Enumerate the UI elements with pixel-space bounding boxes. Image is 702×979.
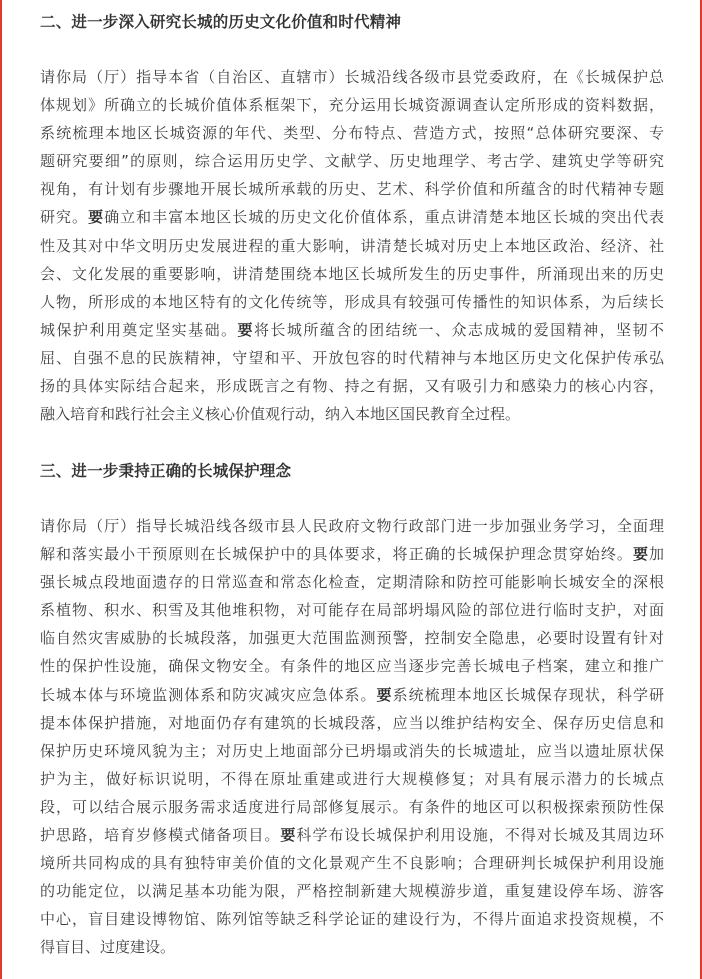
paragraph-line (40, 709, 664, 737)
emphasis-text: 要 (280, 826, 297, 845)
paragraph-line (40, 821, 664, 849)
emphasis-text: 要 (376, 685, 393, 704)
line-text: 系植物、积水、积雪及其他堆积物，对可能存在局部坍塌风险的部位进行临时支护，对面 (40, 601, 664, 620)
line-text: 性的保护性设施，确保文物安全。有条件的地区应当逐步完善长城电子档案，建立和推广 (40, 657, 664, 676)
line-text: 护为主，做好标识说明，不得在原址重建或进行大规模修复；对具有展示潜力的长城点 (40, 769, 664, 788)
line-text: 段，可以结合展示服务需求适度进行局部修复展示。有条件的地区可以积极探索预防性保 (40, 797, 664, 816)
line-text: 系统梳理本地区长城保存现状，科学研 (392, 685, 664, 704)
line-text: 题研究要细”的原则，综合运用历史学、文献学、历史地理学、考古学、建筑史学等研究 (40, 152, 664, 171)
line-text: 提本体保护措施，对地面仍存有建筑的长城段落，应当以维护结构安全、保存历史信息和 (40, 713, 664, 732)
paragraph-line (40, 91, 664, 119)
paragraph-line (40, 232, 664, 260)
section-heading-2: 二、进一步深入研究长城的历史文化价值和时代精神 (40, 13, 402, 31)
line-text: 融入培育和践行社会主义核心价值观行动，纳入本地区国民教育全过程。 (40, 405, 521, 424)
line-text: 视角，有计划有步骤地开展长城所承载的历史、艺术、科学价值和所蕴含的时代精神专题 (40, 180, 664, 199)
paragraph-line (40, 596, 664, 624)
section-2-paragraph (40, 63, 664, 428)
line-text: 解和落实最小干预原则在长城保护中的具体要求，将正确的长城保护理念贯穿始终。 (40, 545, 633, 564)
paragraph-line (40, 175, 664, 203)
paragraph-line (40, 316, 664, 344)
left-accent-border (0, 0, 2, 979)
line-text: 请你局（厅）指导本省（自治区、直辖市）长城沿线各级市县党委政府，在《长城保护总 (40, 68, 664, 86)
paragraph-line (40, 119, 664, 147)
line-text: 人物，所形成的本地区特有的文化传统等，形成具有较强可传播性的知识体系，为后续长 (40, 292, 664, 311)
line-text: 科学布设长城保护利用设施，不得对长城及其周边环 (296, 826, 664, 845)
paragraph-line (40, 624, 664, 652)
emphasis-text: 要 (88, 208, 105, 227)
section-heading-3: 三、进一步秉持正确的长城保护理念 (40, 462, 292, 480)
paragraph-line (40, 737, 664, 765)
line-text: 确立和丰富本地区长城的历史文化价值体系，重点讲清楚本地区长城的突出代表 (104, 208, 664, 227)
line-text: 扬的具体实际结合起来，形成既言之有物、持之有据，又有吸引力和感染力的核心内容， (40, 377, 664, 396)
section-3-paragraph (40, 512, 664, 962)
line-text: 保护历史环境风貌为主；对历史上地面部分已坍塌或消失的长城遗址，应当以遗址原状保 (40, 741, 664, 760)
paragraph-line (40, 905, 664, 933)
paragraph-line (40, 933, 664, 961)
line-text: 护思路，培育岁修模式储备项目。 (40, 826, 281, 845)
paragraph-line (40, 147, 664, 175)
paragraph-line (40, 260, 664, 288)
line-text: 研究。 (40, 208, 89, 227)
line-text: 强长城点段地面遗存的日常巡查和常态化检查，定期清除和防控可能影响长城安全的深根 (40, 573, 664, 592)
line-text: 临自然灾害威胁的长城段落，加强更大范围监测预警，控制安全隐患，必要时设置有针对 (40, 629, 664, 648)
paragraph-line (40, 568, 664, 596)
paragraph-line (40, 288, 664, 316)
line-text: 的功能定位，以满足基本功能为限，严格控制新建大规模游步道，重复建设停车场、游客 (40, 882, 664, 901)
paragraph-line (40, 63, 664, 91)
line-text: 得盲目、过度建设。 (40, 938, 176, 957)
paragraph-line (40, 793, 664, 821)
line-text: 系统梳理本地区长城资源的年代、类型、分布特点、营造方式，按照“总体研究要深、专 (40, 124, 664, 143)
line-text: 体规划》所确立的长城价值体系框架下，充分运用长城资源调查认定所形成的资料数据， (40, 96, 664, 115)
line-text: 请你局（厅）指导长城沿线各级市县人民政府文物行政部门进一步加强业务学习，全面理 (40, 517, 664, 535)
line-text: 将长城所蕴含的团结统一、众志成城的爱国精神，坚韧不 (253, 320, 664, 339)
paragraph-line (40, 372, 664, 400)
emphasis-text: 要 (237, 320, 254, 339)
line-text: 中心，盲目建设博物馆、陈列馆等缺乏科学论证的建设行为，不得片面追求投资规模，不 (40, 910, 664, 929)
paragraph-line (40, 344, 664, 372)
line-text: 屈、自强不息的民族精神，守望和平、开放包容的时代精神与本地区历史文化保护传承弘 (40, 348, 664, 367)
line-text: 加 (648, 545, 664, 564)
paragraph-line (40, 849, 664, 877)
paragraph-line (40, 400, 664, 428)
line-text: 会、文化发展的重要影响，讲清楚围绕本地区长城所发生的历史事件，所涌现出来的历史 (40, 264, 664, 283)
line-text: 长城本体与环境监测体系和防灾减灾应急体系。 (40, 685, 377, 704)
paragraph-line (40, 681, 664, 709)
line-text: 城保护利用奠定坚实基础。 (40, 320, 238, 339)
paragraph-line (40, 203, 664, 231)
line-text: 性及其对中华文明历史发展进程的重大影响，讲清楚长城对历史上本地区政治、经济、社 (40, 236, 664, 255)
paragraph-line (40, 765, 664, 793)
emphasis-text: 要 (632, 545, 649, 564)
paragraph-line (40, 540, 664, 568)
paragraph-line (40, 512, 664, 540)
paragraph-line (40, 877, 664, 905)
paragraph-line (40, 652, 664, 680)
line-text: 境所共同构成的具有独特审美价值的文化景观产生不良影响；合理研判长城保护利用设施 (40, 854, 664, 873)
